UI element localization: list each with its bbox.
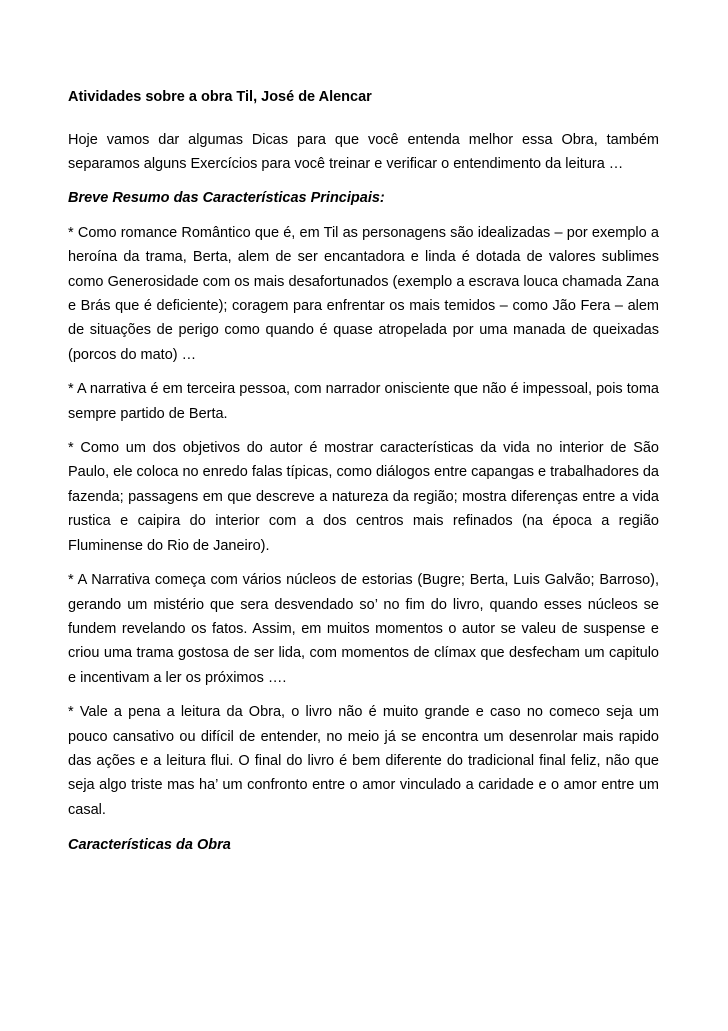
paragraph-narrative-nuclei: * A Narrativa começa com vários núcleos de estorias (Bugre; Berta, Luis Galvão; Barroso), gerando um mistério que sera desvendado so’ no fim do livro, quando esses núcleos se fundem revelando os fatos. Assim, em muitos momentos o autor se valeu de suspense e criou uma trama gostosa de ser lida, com momentos de clímax que desfecham um capitulo e incentivam a ler os próximos ….	[68, 572, 659, 686]
paragraph-interior-life: * Como um dos objetivos do autor é mostrar características da vida no interior de São Paulo, ele coloca no enredo falas típicas, como diálogos entre capangas e trabalhadores da fazenda; passagens em que descreve a natureza da região; mostra diferenças entre a vida rustica e caipira do interior com a dos centros mais refinados (na época a região Fluminense do Rio de Janeiro).	[68, 440, 659, 554]
section-heading-characteristics: Características da Obra	[68, 837, 231, 854]
paragraph-narrator: * A narrativa é em terceira pessoa, com narrador onisciente que não é impessoal, pois toma sempre partido de Berta.	[68, 381, 659, 422]
document-title: Atividades sobre a obra Til, José de Alencar	[68, 89, 372, 105]
intro-paragraph: Hoje vamos dar algumas Dicas para que você entenda melhor essa Obra, também separamos alguns Exercícios para você treinar e verificar o entendimento da leitura …	[68, 132, 659, 173]
paragraph-romantic-idealization: * Como romance Romântico que é, em Til as personagens são idealizadas – por exemplo a heroína da trama, Berta, alem de ser encantadora e linda é dotada de valores sublimes como Generosidade com os mais desafortunados (exemplo a escrava louca chamada Zana e Brás que é deficiente); coragem para enfrentar os mais temidos – como Jão Fera – alem de situações de perigo como quando é quase atropelada por uma manada de queixadas (porcos do mato) …	[68, 224, 659, 363]
document-page	[68, 86, 659, 867]
section-heading-summary: Breve Resumo das Características Principais:	[68, 189, 385, 206]
paragraph-worth-reading: * Vale a pena a leitura da Obra, o livro não é muito grande e caso no comeco seja um pouco cansativo ou difícil de entender, no meio já se encontra um desenrolar mais rapido das ações e a leitura flui. O final do livro é bem diferente do tradicional final feliz, não que seja algo triste mas ha’ um confronto entre o amor vinculado a caridade e o amor entre um casal.	[68, 704, 659, 818]
